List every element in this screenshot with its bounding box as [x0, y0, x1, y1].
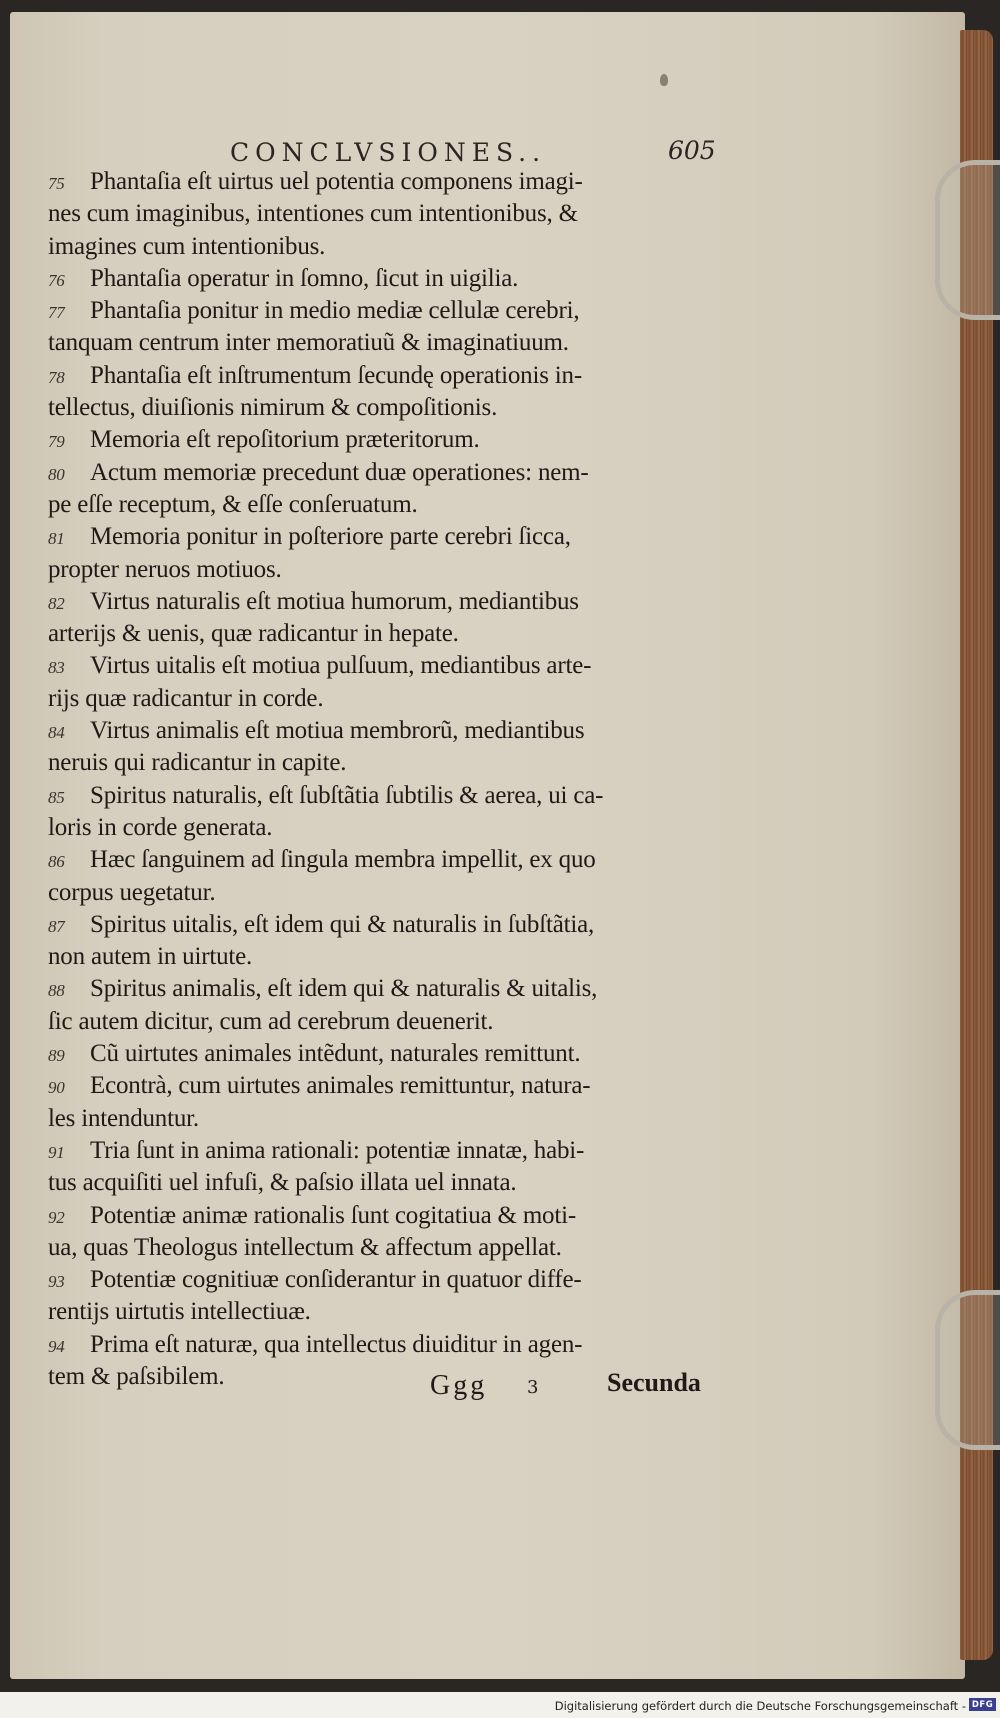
dfg-logo: DFG — [969, 1698, 996, 1711]
text-line — [48, 683, 718, 715]
text-line — [48, 780, 718, 812]
text-line — [48, 1103, 718, 1135]
line-text: neruis qui radicantur in capite. — [48, 749, 347, 777]
line-text: Virtus animalis eſt motiua membrorũ, mediantibus — [90, 717, 585, 745]
line-text: Prima eſt naturæ, qua intellectus diuiditur in agen- — [90, 1330, 583, 1358]
text-line — [48, 327, 718, 359]
text-line — [48, 844, 718, 876]
conclusion-number: 77 — [48, 303, 65, 323]
text-line — [48, 166, 718, 198]
conclusion-number: 82 — [48, 593, 65, 613]
text-line — [48, 747, 718, 779]
conclusion-number: 91 — [48, 1142, 65, 1162]
conclusion-number: 93 — [48, 1272, 65, 1292]
running-head: CONCLVSIONES.. — [230, 138, 547, 167]
line-text: Phantaſia eſt inſtrumentum ſecundę operationis in- — [90, 361, 582, 389]
line-text: Actum memoriæ precedunt duæ operationes: nem- — [90, 458, 589, 486]
line-text: pe eſſe receptum, & eſſe conſeruatum. — [48, 490, 418, 518]
line-text: Spiritus animalis, eſt idem qui & naturalis & uitalis, — [90, 975, 598, 1003]
text-line — [48, 554, 718, 586]
line-text: tellectus, diuiſionis nimirum & compoſitionis. — [48, 394, 498, 422]
footer-text: Digitalisierung gefördert durch die Deutsche Forschungsgemeinschaft - — [554, 1699, 966, 1713]
line-text: Potentiæ animæ rationalis ſunt cogitatiua & moti- — [90, 1201, 576, 1229]
text-line — [48, 295, 718, 327]
text-line — [48, 392, 718, 424]
signature-mark: Ggg — [430, 1370, 488, 1401]
text-line — [48, 1232, 718, 1264]
line-text: Phantaſia ponitur in medio mediæ cellulæ cerebri, — [90, 297, 580, 325]
text-line — [48, 1264, 718, 1296]
conclusion-number: 92 — [48, 1207, 65, 1227]
text-line — [48, 1038, 718, 1070]
line-text: Phantaſia operatur in ſomno, ſicut in uigilia. — [90, 264, 519, 292]
line-text: Memoria ponitur in poſteriore parte cerebri ſicca, — [90, 523, 571, 551]
text-line — [48, 1296, 718, 1328]
line-text: Memoria eſt repoſitorium præteritorum. — [90, 426, 480, 454]
line-text: imagines cum intentionibus. — [48, 232, 326, 260]
conclusion-number: 88 — [48, 981, 65, 1001]
text-line — [48, 715, 718, 747]
line-text: corpus uegetatur. — [48, 878, 216, 906]
text-line — [48, 1167, 718, 1199]
text-line — [48, 198, 718, 230]
text-line — [48, 263, 718, 295]
catchword: Secunda — [607, 1368, 701, 1397]
conclusion-number: 76 — [48, 270, 65, 290]
text-line — [48, 909, 718, 941]
text-line — [48, 650, 718, 682]
conclusion-number: 90 — [48, 1078, 65, 1098]
conclusion-number: 79 — [48, 432, 65, 452]
line-text: Econtrà, cum uirtutes animales remittuntur, natura- — [90, 1072, 591, 1100]
line-text: ſic autem dicitur, cum ad cerebrum deuenerit. — [48, 1007, 494, 1035]
text-line — [48, 1135, 718, 1167]
text-line — [48, 973, 718, 1005]
text-line — [48, 457, 718, 489]
text-line — [48, 1006, 718, 1038]
ink-spot — [660, 74, 668, 86]
conclusion-number: 94 — [48, 1336, 65, 1356]
text-line — [48, 489, 718, 521]
text-line — [48, 1200, 718, 1232]
text-line — [48, 812, 718, 844]
line-text: tem & paſsibilem. — [48, 1362, 225, 1390]
line-text: non autem in uirtute. — [48, 943, 253, 971]
signature-number: 3 — [527, 1377, 539, 1398]
text-line — [48, 231, 718, 263]
line-text: arterijs & uenis, quæ radicantur in hepate. — [48, 620, 459, 648]
conclusion-number: 83 — [48, 658, 65, 678]
conclusion-number: 87 — [48, 916, 65, 936]
line-text: Virtus uitalis eſt motiua pulſuum, mediantibus arte- — [90, 652, 592, 680]
line-text: Potentiæ cognitiuæ conſiderantur in quatuor diffe- — [90, 1266, 582, 1294]
text-line — [48, 360, 718, 392]
conclusion-number: 75 — [48, 174, 65, 193]
line-text: Phantaſia eſt uirtus uel potentia componens imagi- — [90, 168, 583, 195]
line-text: Spiritus naturalis, eſt ſubſtãtia ſubtilis & aerea, ui ca- — [90, 781, 604, 809]
page-body — [48, 166, 718, 1393]
text-line — [48, 941, 718, 973]
line-text: ua, quas Theologus intellectum & affectum appellat. — [48, 1233, 562, 1261]
clasp-top — [935, 160, 1000, 320]
clasp-bottom — [935, 1290, 1000, 1450]
text-line — [48, 618, 718, 650]
text-line — [48, 521, 718, 553]
line-text: nes cum imaginibus, intentiones cum intentionibus, & — [48, 200, 578, 228]
line-text: Virtus naturalis eſt motiua humorum, mediantibus — [90, 587, 579, 615]
text-line — [48, 1070, 718, 1102]
line-text: Cũ uirtutes animales intẽdunt, naturales remittunt. — [90, 1040, 581, 1068]
line-text: rijs quæ radicantur in corde. — [48, 684, 324, 712]
line-text: tanquam centrum inter memoratiuũ & imaginatiuum. — [48, 329, 569, 357]
conclusion-number: 84 — [48, 723, 65, 743]
text-line — [48, 877, 718, 909]
line-text: Tria ſunt in anima rationali: potentiæ innatæ, habi- — [90, 1136, 585, 1164]
line-text: propter neruos motiuos. — [48, 555, 282, 583]
conclusion-number: 89 — [48, 1046, 65, 1066]
line-text: Spiritus uitalis, eſt idem qui & naturalis in ſubſtãtia, — [90, 910, 595, 938]
conclusion-number: 78 — [48, 367, 65, 387]
conclusion-number: 86 — [48, 852, 65, 872]
digitization-footer — [0, 1692, 1000, 1718]
line-text: les intenduntur. — [48, 1104, 199, 1132]
text-line — [48, 586, 718, 618]
line-text: loris in corde generata. — [48, 813, 273, 841]
page-number: 605 — [668, 136, 716, 165]
line-text: Hæc ſanguinem ad ſingula membra impellit, ex quo — [90, 846, 596, 874]
line-text: rentijs uirtutis intellectiuæ. — [48, 1298, 311, 1326]
line-text: tus acquiſiti uel infuſi, & paſsio illata uel innata. — [48, 1169, 517, 1197]
text-line — [48, 424, 718, 456]
conclusion-number: 85 — [48, 787, 65, 807]
conclusion-number: 81 — [48, 529, 65, 549]
conclusion-number: 80 — [48, 464, 65, 484]
text-line — [48, 1329, 718, 1361]
